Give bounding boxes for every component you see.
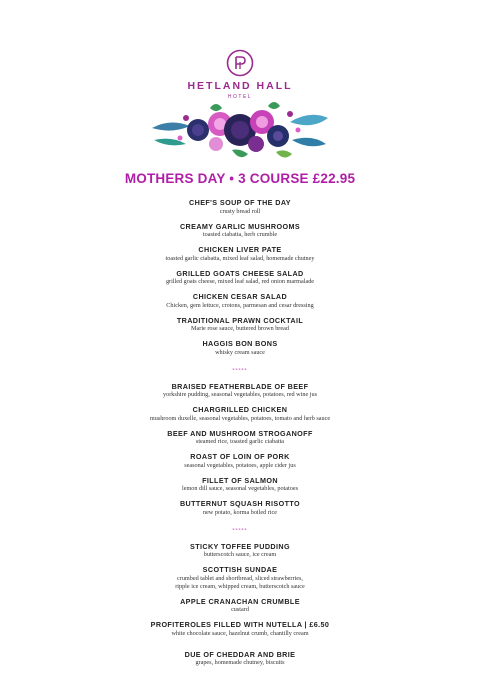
dish-name: CHICKEN LIVER PATE <box>198 245 282 254</box>
dish-description: Chicken, gem lettuce, crotons, parmesan and cesar dressing <box>166 301 314 309</box>
menu-item <box>0 620 480 638</box>
dish-description: steamed rice, toasted garlic ciabatta <box>195 438 285 445</box>
menu-item <box>0 222 480 240</box>
dish-description: whisky cream sauce <box>215 348 265 356</box>
dish-name: CHARGRILLED CHICKEN <box>192 405 288 414</box>
menu-item <box>0 316 480 334</box>
menu-item <box>0 429 480 447</box>
dish-description: crusty bread roll <box>219 207 261 215</box>
menu-item <box>0 405 480 423</box>
dish-description: new potato, korma boiled rice <box>202 508 278 516</box>
dish-name: STICKY TOFFEE PUDDING <box>190 541 290 551</box>
dish-name: PROFITEROLES FILLED WITH NUTELLA | £6.50 <box>150 620 330 629</box>
menu-item <box>0 292 480 310</box>
dish-description: white chocolate sauce, hazelnut crumb, chantilly cream <box>171 629 309 637</box>
hetland-hall-logo-icon <box>226 49 254 77</box>
menu-item <box>0 452 480 470</box>
dish-name: CHICKEN CESAR SALAD <box>192 292 288 301</box>
menu-item <box>0 476 480 494</box>
dish-description: grilled goats cheese, mixed leaf salad, red onion marmalade <box>165 278 315 285</box>
menu-item <box>0 542 480 560</box>
dish-name: SCOTTISH SUNDAE <box>202 565 278 574</box>
menu-items <box>0 198 480 667</box>
course-separator: ----- <box>232 366 248 373</box>
floral-decoration-icon <box>150 100 330 164</box>
dish-description: lemon dill sauce, seasonal vegetables, potatoes <box>182 485 298 492</box>
brand-subtitle: HOTEL <box>227 94 253 100</box>
dish-description: seasonal vegetables, potatoes, apple cider jus <box>184 461 296 469</box>
dish-description: mushroom duxelle, seasonal vegetables, potatoes, tomato and herb sauce <box>149 414 331 422</box>
dish-description: yorkshire pudding, seasonal vegetables, potatoes, red wine jus <box>163 391 317 398</box>
brand-name: HETLAND HALL <box>187 80 293 92</box>
menu-title: MOTHERS DAY • 3 COURSE £22.95 <box>124 171 356 186</box>
dish-description-line-2: ripple ice cream, whipped cream, butterscotch sauce <box>175 582 305 590</box>
dish-name: CREAMY GARLIC MUSHROOMS <box>179 221 301 231</box>
dish-name: HAGGIS BON BONS <box>202 339 278 348</box>
dish-name: CHEF'S SOUP OF THE DAY <box>189 198 291 207</box>
course-separator: ----- <box>232 526 248 533</box>
dish-description: toasted garlic ciabatta, mixed leaf salad, homemade chutney <box>165 254 315 262</box>
menu-item <box>0 650 480 668</box>
dish-name: ROAST OF LOIN OF PORK <box>190 452 290 461</box>
dish-description: custard <box>231 606 249 613</box>
menu-item <box>0 339 480 357</box>
menu-item <box>0 245 480 263</box>
dish-name: BEEF AND MUSHROOM STROGANOFF <box>167 428 313 438</box>
dish-name: BRAISED FEATHERBLADE OF BEEF <box>171 381 309 391</box>
menu-item <box>0 597 480 615</box>
dish-description: crumbed tablet and shortbread, sliced strawberries, <box>177 574 303 582</box>
dish-name: FILLET OF SALMON <box>202 475 278 485</box>
menu-item <box>0 198 480 216</box>
dish-name: TRADITIONAL PRAWN COCKTAIL <box>176 315 304 325</box>
dish-description: grapes, homemade chutney, biscuits <box>195 659 285 666</box>
dish-description: Marie rose sauce, buttered brown bread <box>191 325 289 332</box>
dish-name: DUE OF CHEDDAR AND BRIE <box>184 649 296 659</box>
menu-item <box>0 382 480 400</box>
menu-item <box>0 565 480 591</box>
dish-name: BUTTERNUT SQUASH RISOTTO <box>179 499 301 508</box>
dish-name: GRILLED GOATS CHEESE SALAD <box>176 268 304 278</box>
dish-description: butterscotch sauce, ice cream <box>203 551 277 558</box>
menu-item <box>0 499 480 517</box>
menu-item <box>0 269 480 287</box>
dish-description: toasted ciabatta, herb crumble <box>202 231 278 238</box>
dish-name: APPLE CRANACHAN CRUMBLE <box>180 596 300 606</box>
